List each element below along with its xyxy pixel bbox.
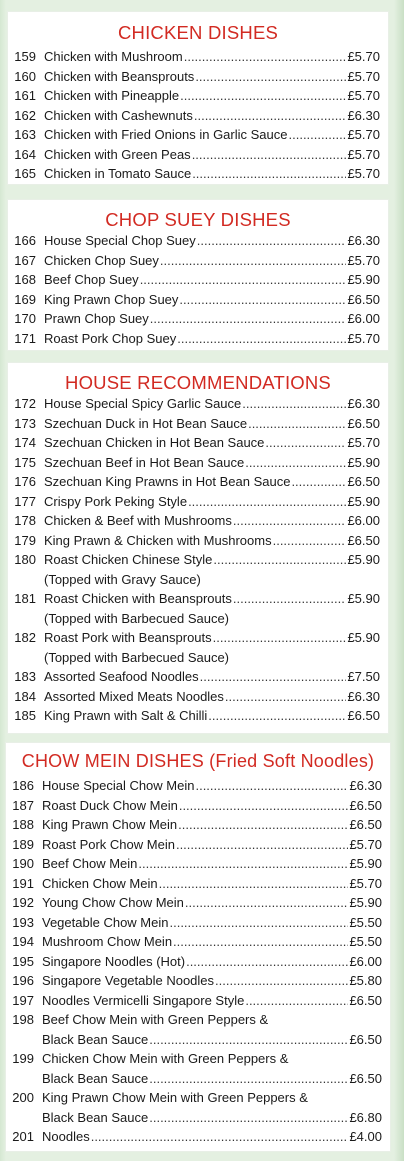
item-name: Prawn Chop Suey (44, 311, 149, 326)
dot-leader (177, 329, 346, 349)
dot-leader (194, 106, 347, 126)
item-note: (Topped with Barbecued Sauce) (44, 649, 230, 665)
menu-item-row (6, 854, 390, 874)
dot-leader (242, 394, 346, 414)
menu-item-row (6, 874, 390, 894)
dot-leader (173, 932, 348, 952)
item-name: King Prawn Chow Mein with Green Peppers & (42, 1090, 308, 1105)
item-name: King Prawn Chop Suey (44, 291, 179, 307)
item-price: £6.50 (347, 708, 380, 723)
menu-item-row (6, 776, 390, 796)
dot-leader (169, 913, 348, 933)
item-name: Roast Pork Chop Suey (44, 330, 177, 346)
item-number: 175 (14, 454, 36, 470)
item-price: £5.70 (347, 127, 380, 142)
menu-item-row (6, 1049, 390, 1069)
item-number: 181 (14, 591, 36, 606)
dot-leader (180, 86, 346, 106)
item-number: 194 (12, 934, 34, 949)
menu-item-row (8, 472, 388, 492)
item-price: £6.00 (349, 953, 382, 969)
menu-item-row (8, 492, 388, 512)
item-name: Szechuan King Prawns in Hot Bean Sauce (44, 474, 291, 489)
item-price: £5.50 (349, 934, 382, 949)
item-price: £6.50 (349, 1070, 382, 1086)
item-price: £6.50 (347, 291, 380, 307)
dot-leader (176, 835, 349, 855)
item-number: 189 (12, 836, 34, 852)
item-name: Noodles (42, 1129, 90, 1144)
item-name: Szechuan Duck in Hot Bean Sauce (44, 415, 248, 431)
dot-leader (149, 1108, 348, 1128)
dot-leader (195, 776, 348, 796)
menu-item-row (8, 628, 388, 648)
dot-leader (289, 125, 347, 145)
menu-item-row (6, 1010, 390, 1030)
item-name: Assorted Seafood Noodles (44, 669, 199, 684)
menu-item-row (6, 971, 390, 991)
item-name: Chicken with Pineapple (44, 88, 180, 103)
menu-item-row (8, 164, 388, 184)
item-name: Roast Chicken Chinese Style (44, 552, 213, 567)
menu-item-row (8, 667, 388, 687)
item-price: £6.00 (347, 513, 380, 528)
menu-item-row (6, 796, 390, 816)
item-number: 174 (14, 435, 36, 450)
item-number: 187 (12, 797, 34, 813)
menu-item-row (8, 270, 388, 290)
menu-item-row (6, 893, 390, 913)
item-note: (Topped with Gravy Sauce) (44, 571, 201, 587)
dot-leader (188, 492, 346, 512)
dot-leader (185, 893, 349, 913)
menu-item-row (8, 414, 388, 434)
menu-item-row (8, 550, 388, 570)
item-number: 185 (14, 708, 36, 723)
menu-item-row (8, 309, 388, 329)
item-number: 201 (12, 1129, 34, 1144)
item-price: £6.50 (349, 1031, 382, 1047)
section-house-recommendations (8, 363, 388, 733)
menu-item-row (8, 125, 388, 145)
item-price: £6.50 (349, 992, 382, 1008)
item-name: Chicken Chop Suey (44, 252, 159, 268)
menu-item-row (8, 86, 388, 106)
section-title: CHOW MEIN DISHES (Fried Soft Noodles) (21, 751, 375, 771)
item-price: £5.90 (347, 630, 380, 645)
menu-item-row (6, 991, 390, 1011)
item-name: Szechuan Chicken in Hot Bean Sauce (44, 435, 265, 450)
item-name: Black Bean Sauce (42, 1031, 149, 1047)
item-number: 182 (14, 630, 36, 645)
item-name: Beef Chop Suey (44, 272, 139, 287)
item-number: 197 (12, 992, 34, 1008)
item-name: Szechuan Beef in Hot Bean Sauce (44, 454, 245, 470)
menu-item-row (8, 67, 388, 87)
item-number: 171 (14, 330, 36, 346)
item-number: 173 (14, 415, 36, 431)
item-number: 169 (14, 291, 36, 307)
dot-leader (179, 796, 349, 816)
menu-item-row (8, 329, 388, 349)
dot-leader (192, 164, 346, 184)
item-name: Roast Pork with Beansprouts (44, 630, 212, 645)
menu-item-row (8, 231, 388, 251)
item-name-line2: Black Bean Sauce (42, 1109, 149, 1125)
dot-leader (225, 687, 347, 707)
item-name: Assorted Mixed Meats Noodles (44, 688, 224, 704)
item-price: £5.70 (347, 49, 380, 64)
item-price: £6.30 (347, 396, 380, 411)
menu-item-row (6, 815, 390, 835)
item-number: 200 (12, 1090, 34, 1105)
menu-item-row-cont (6, 1069, 390, 1089)
item-price: £6.50 (349, 797, 382, 813)
dot-leader (248, 414, 346, 434)
dot-leader (91, 1127, 349, 1147)
menu-item-row (6, 1127, 390, 1147)
item-name: Chicken with Cashewnuts (44, 107, 193, 123)
dot-leader (159, 874, 349, 894)
item-price: £6.30 (347, 107, 380, 123)
dot-leader (200, 667, 347, 687)
item-name: Singapore Noodles (Hot) (42, 953, 186, 969)
item-number: 193 (12, 914, 34, 930)
menu-item-row-cont (6, 1108, 390, 1128)
item-number: 170 (14, 311, 36, 326)
item-number: 192 (12, 895, 34, 910)
item-number: 179 (14, 532, 36, 548)
item-number: 160 (14, 68, 36, 84)
dot-leader (208, 706, 346, 726)
dot-leader (178, 815, 348, 835)
dot-leader (186, 952, 348, 972)
item-price: £5.70 (347, 330, 380, 346)
item-name: Chicken & Beef with Mushrooms (44, 513, 232, 528)
item-price: £4.00 (349, 1129, 382, 1144)
item-name: Singapore Vegetable Noodles (42, 973, 215, 988)
item-number: 188 (12, 817, 34, 832)
item-name: King Prawn with Salt & Chilli (44, 708, 208, 723)
dot-leader (245, 991, 348, 1011)
item-name-line1: Beef Chow Mein with Green Peppers & (42, 1012, 269, 1027)
dot-leader (197, 231, 347, 251)
item-number: 180 (14, 552, 36, 567)
item-number: 167 (14, 252, 36, 268)
item-number: 164 (14, 146, 36, 162)
item-name: King Prawn Chow Mein (42, 817, 178, 832)
item-number: 177 (14, 493, 36, 509)
menu-item-row (8, 251, 388, 271)
dot-leader (138, 854, 348, 874)
item-price: £6.50 (349, 817, 382, 832)
dot-leader (160, 251, 347, 271)
menu-item-row (8, 47, 388, 67)
menu-item-row (6, 835, 390, 855)
dot-leader (273, 531, 347, 551)
item-price: £5.70 (349, 875, 382, 891)
item-number: 163 (14, 127, 36, 142)
item-name: Young Chow Chow Mein (42, 895, 184, 910)
item-price: £5.90 (347, 493, 380, 509)
menu-item-row (8, 589, 388, 609)
menu-item-row (8, 394, 388, 414)
item-price: £5.90 (349, 895, 382, 910)
item-price: £6.30 (347, 233, 380, 248)
item-name: Vegetable Chow Mein (42, 914, 169, 930)
item-price: £5.70 (347, 146, 380, 162)
dot-leader (291, 472, 346, 492)
dot-leader (265, 433, 346, 453)
item-number: 183 (14, 669, 36, 684)
section-chow-mein-dishes (6, 743, 390, 1151)
dot-leader (140, 270, 347, 290)
menu-item-row (8, 106, 388, 126)
menu-item-row (6, 1088, 390, 1108)
dot-leader (184, 47, 347, 67)
item-price: £5.50 (349, 914, 382, 930)
item-name: Chicken in Tomato Sauce (44, 166, 192, 181)
dot-leader (233, 511, 347, 531)
dot-leader (179, 290, 346, 310)
menu-item-row (8, 531, 388, 551)
item-number: 198 (12, 1012, 34, 1027)
section-chicken-dishes (8, 12, 388, 184)
item-number: 168 (14, 272, 36, 287)
item-number: 159 (14, 49, 36, 64)
item-price: £5.70 (347, 166, 380, 181)
dot-leader (233, 589, 347, 609)
item-price: £6.30 (349, 778, 382, 793)
item-name: Chicken with Beansprouts (44, 68, 195, 84)
item-number: 162 (14, 107, 36, 123)
item-name: Beef Chow Mein (42, 856, 138, 871)
menu-item-row (6, 913, 390, 933)
item-number: 172 (14, 396, 36, 411)
item-number: 190 (12, 856, 34, 871)
item-price: £5.80 (349, 973, 382, 988)
dot-leader (245, 453, 346, 473)
menu-item-row (8, 511, 388, 531)
item-number: 186 (12, 778, 34, 793)
item-price: £6.50 (347, 415, 380, 431)
menu-item-row (8, 145, 388, 165)
item-price: £6.50 (347, 474, 380, 489)
item-name: House Special Chow Mein (42, 778, 195, 793)
item-number: 196 (12, 973, 34, 988)
item-number: 166 (14, 233, 36, 248)
section-chop-suey-dishes (8, 200, 388, 350)
menu-item-row (8, 687, 388, 707)
menu-item-row-cont (6, 1030, 390, 1050)
item-price: £5.70 (347, 252, 380, 268)
item-price: £6.00 (347, 311, 380, 326)
item-price: £5.90 (347, 591, 380, 606)
menu-item-row (8, 453, 388, 473)
item-price: £5.90 (347, 454, 380, 470)
item-name: House Special Chop Suey (44, 233, 196, 248)
dot-leader (215, 971, 348, 991)
item-name: House Special Spicy Garlic Sauce (44, 396, 242, 411)
menu-item-row (6, 932, 390, 952)
item-number: 184 (14, 688, 36, 704)
menu-item-row (6, 952, 390, 972)
item-name: King Prawn & Chicken with Mushrooms (44, 532, 272, 548)
item-price: £5.70 (347, 435, 380, 450)
dot-leader (149, 1030, 348, 1050)
menu-item-row (8, 290, 388, 310)
dot-leader (213, 550, 346, 570)
item-number: 191 (12, 875, 34, 891)
item-price: £5.70 (349, 836, 382, 852)
dot-leader (149, 1069, 348, 1089)
item-number: 161 (14, 88, 36, 103)
dot-leader (213, 628, 347, 648)
item-price: £7.50 (347, 669, 380, 684)
item-name: Chicken Chow Mein with Green Peppers & (42, 1051, 289, 1066)
item-name: Roast Pork Chow Mein (42, 836, 175, 852)
item-price: £5.70 (347, 88, 380, 103)
item-price: £5.90 (349, 856, 382, 871)
item-number: 178 (14, 513, 36, 528)
dot-leader (150, 309, 347, 329)
item-name: Crispy Pork Peking Style (44, 493, 188, 509)
item-name-line2: Black Bean Sauce (42, 1070, 149, 1086)
menu-item-row (8, 433, 388, 453)
section-title: CHOP SUEY DISHES (105, 209, 291, 230)
item-price: £6.80 (349, 1109, 382, 1125)
item-price: £6.50 (347, 532, 380, 548)
item-number: 199 (12, 1051, 34, 1066)
item-number: 195 (12, 953, 34, 969)
item-name: Roast Chicken with Beansprouts (44, 591, 232, 606)
section-title: HOUSE RECOMMENDATIONS (65, 372, 331, 393)
dot-leader (192, 145, 347, 165)
item-number: 176 (14, 474, 36, 489)
item-name: Chicken with Fried Onions in Garlic Sauce (44, 127, 288, 142)
item-price: £6.30 (347, 688, 380, 704)
item-name: Chicken Chow Mein (42, 875, 158, 891)
item-name: Mushroom Chow Mein (42, 934, 173, 949)
item-name: Roast Duck Chow Mein (42, 797, 178, 813)
item-price: £5.90 (347, 552, 380, 567)
item-note: (Topped with Barbecued Sauce) (44, 610, 230, 626)
section-title: CHICKEN DISHES (117, 22, 279, 43)
item-name: Noodles Vermicelli Singapore Style (42, 992, 245, 1008)
item-price: £5.90 (347, 272, 380, 287)
item-number: 165 (14, 166, 36, 181)
item-price: £5.70 (347, 68, 380, 84)
dot-leader (195, 67, 346, 87)
item-name: Chicken with Mushroom (44, 49, 183, 64)
menu-item-row (8, 706, 388, 726)
item-name: Chicken with Green Peas (44, 146, 191, 162)
